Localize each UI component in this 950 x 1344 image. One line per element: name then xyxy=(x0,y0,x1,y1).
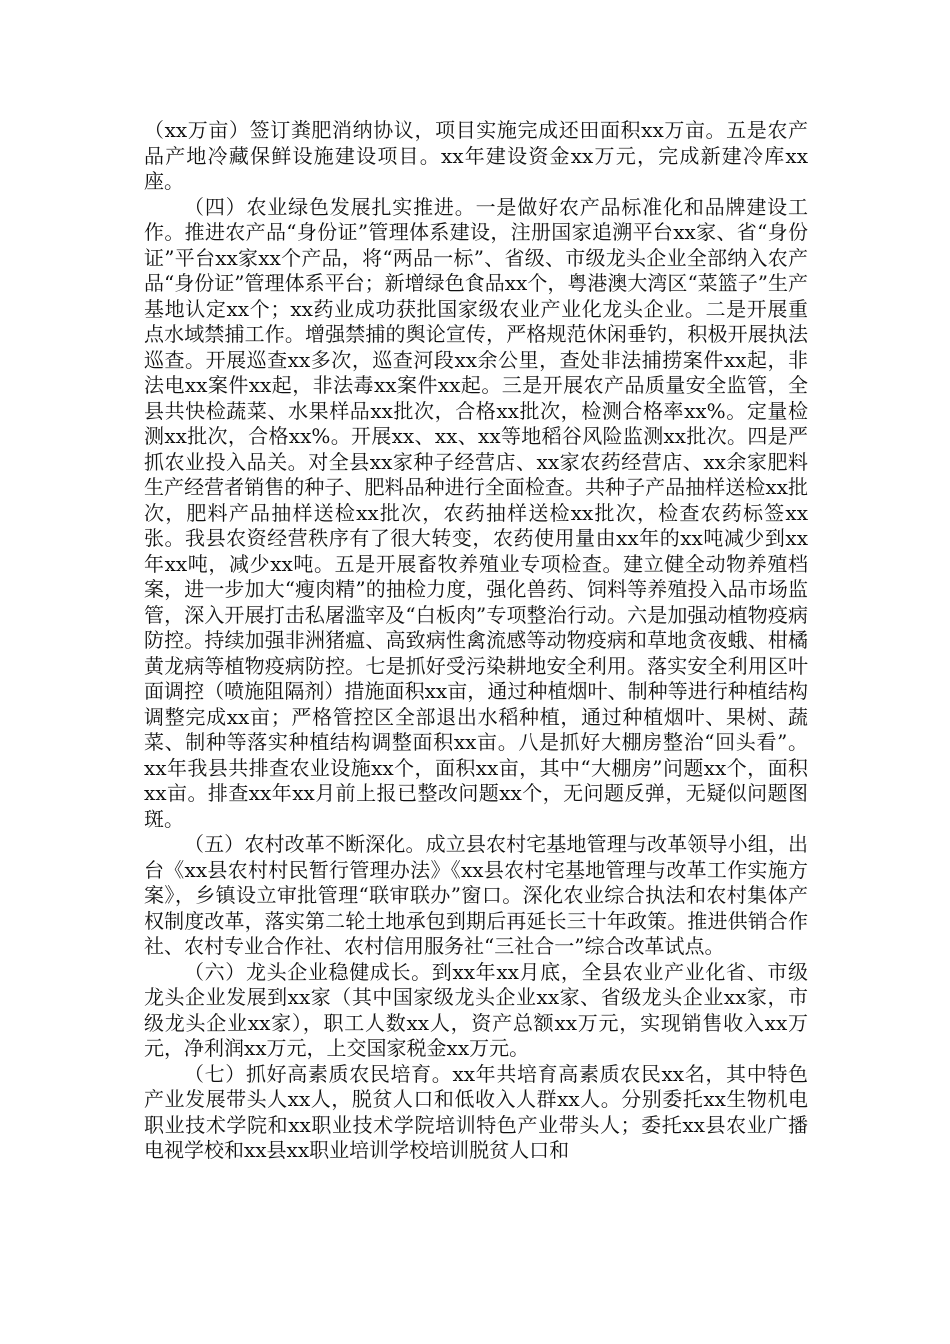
paragraph-2: （四）农业绿色发展扎实推进。一是做好农产品标准化和品牌建设工作。推进农产品“身份证”管理体系建设，注册国家追溯平台xx家、省“身份证”平台xx家xx个产品，将“两品一标”、省级、市级龙头企业全部纳入农产品“身份证”管理体系平台；新增绿色食品xx个，粤港澳大湾区“菜篮子”生产基地认定xx个；xx药业成功获批国家级农业产业化龙头企业。二是开展重点水域禁捕工作。增强禁捕的舆论宣传，严格规范休闲垂钓，积极开展执法巡查。开展巡查xx多次，巡查河段xx余公里，查处非法捕捞案件xx起，非法电xx案件xx起，非法毒xx案件xx起。三是开展农产品质量安全监管，全县共快检蔬菜、水果样品xx批次，合格xx批次，检测合格率xx%。定量检测xx批次，合格xx%。开展xx、xx、xx等地稻谷风险监测xx批次。四是严抓农业投入品关。对全县xx家种子经营店、xx家农药经营店、xx余家肥料生产经营者销售的种子、肥料品种进行全面检查。共种子产品抽样送检xx批次，肥料产品抽样送检xx批次，农药抽样送检xx批次，检查农药标签xx张。我县农资经营秩序有了很大转变，农药使用量由xx年的xx吨减少到xx年xx吨，减少xx吨。五是开展畜牧养殖业专项检查。建立健全动物养殖档案，进一步加大“瘦肉精”的抽检力度，强化兽药、饲料等养殖投入品市场监管，深入开展打击私屠滥宰及“白板肉”专项整治行动。六是加强动植物疫病防控。持续加强非洲猪瘟、高致病性禽流感等动物疫病和草地贪夜蛾、柑橘黄龙病等植物疫病防控。七是抓好受污染耕地安全利用。落实安全利用区叶面调控（喷施阻隔剂）措施面积xx亩，通过种植烟叶、制种等进行种植结构调整完成xx亩；严格管控区全部退出水稻种植，通过种植烟叶、果树、蔬菜、制种等落实种植结构调整面积xx亩。八是抓好大棚房整治“回头看”。xx年我县共排查农业设施xx个，面积xx亩，其中“大棚房”问题xx个，面积xx亩。排查xx年xx月前上报已整改问题xx个，无问题反弹，无疑似问题图斑。 xyxy=(144,194,808,831)
paragraph-4: （六）龙头企业稳健成长。到xx年xx月底，全县农业产业化省、市级龙头企业发展到xx家（其中国家级龙头企业xx家、省级龙头企业xx家，市级龙头企业xx家），职工人数xx人，资产总额xx万元，实现销售收入xx万元，净利润xx万元，上交国家税金xx万元。 xyxy=(144,959,808,1060)
paragraph-1: （xx万亩）签订粪肥消纳协议，项目实施完成还田面积xx万亩。五是农产品产地冷藏保鲜设施建设项目。xx年建设资金xx万元，完成新建冷库xx座。 xyxy=(144,118,808,193)
document-body xyxy=(144,118,808,1164)
paragraph-5: （七）抓好高素质农民培育。xx年共培育高素质农民xx名，其中特色产业发展带头人xx人，脱贫人口和低收入人群xx人。分别委托xx生物机电职业技术学院和xx职业技术学院培训特色产业带头人；委托xx县农业广播电视学校和xx县xx职业培训学校培训脱贫人口和 xyxy=(144,1061,808,1162)
paragraph-3: （五）农村改革不断深化。成立县农村宅基地管理与改革领导小组，出台《xx县农村村民暂行管理办法》《xx县农村宅基地管理与改革工作实施方案》，乡镇设立审批管理“联审联办”窗口。深化农业综合执法和农村集体产权制度改革，落实第二轮土地承包到期后再延长三十年政策。推进供销合作社、农村专业合作社、农村信用服务社“三社合一”综合改革试点。 xyxy=(144,832,808,958)
